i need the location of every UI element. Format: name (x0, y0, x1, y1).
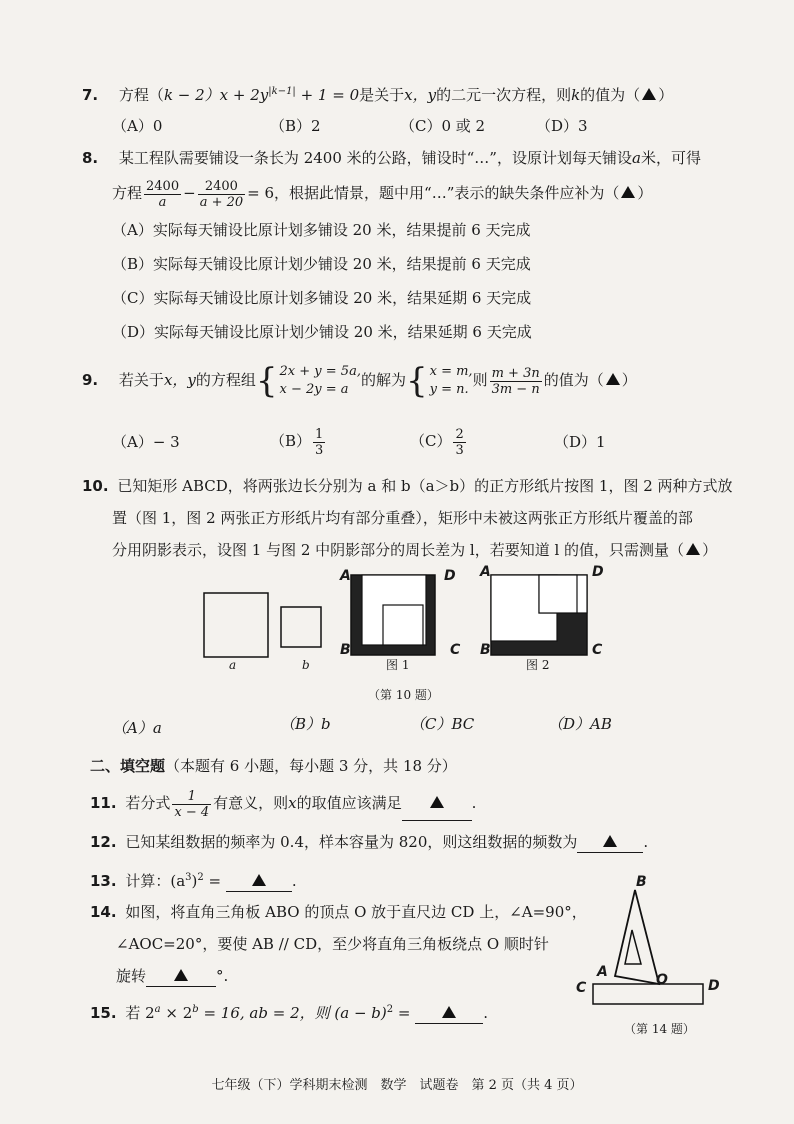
question-14-line1: 14. 如图，将直角三角板 ABO 的顶点 O 放于直尺边 CD 上，∠A=90°， (90, 903, 587, 921)
label-a: a (229, 658, 237, 672)
question-9: 9. 若关于x，y的方程组{ 2x + y = 5a, x − 2y = a 的解为{ x = m, y = n. 则 $\frac{m + 3n}{3m - n}$ 的值为（ ） (82, 361, 637, 401)
q15-answer-blank[interactable] (415, 1003, 483, 1024)
q10-option-a[interactable]: （A）a (112, 719, 162, 737)
fig2-label-C: C (592, 642, 603, 658)
fig1-label-C: C (450, 642, 461, 658)
q8-option-c[interactable]: （C）实际每天铺设比原计划多铺设 20 米，结果延期 6 天完成 (112, 289, 532, 307)
fig1-label-A: A (340, 568, 351, 584)
fraction-2400-over-a-plus-20: $\frac{2400}{a + 20}$ (199, 178, 244, 210)
q12-answer-blank[interactable] (577, 832, 643, 853)
q14-label-D: D (708, 978, 720, 994)
question-14-line3: 旋转 °. (116, 967, 229, 985)
square-a (204, 593, 268, 657)
q11-answer-blank[interactable] (402, 786, 472, 821)
question-13: 13. 计算：$(a^3)^2$ = . (90, 872, 297, 890)
answer-triangle-icon (430, 796, 444, 808)
q14-label-O: O (656, 972, 668, 988)
question-7: 7. 方程$(k - 2)x + 2y^{|k-1|} + 1 = 0$是关于x，y的二元一次方程，则k的值为（ ） (82, 86, 674, 104)
answer-triangle-icon (621, 186, 635, 198)
q8-option-b[interactable]: （B）实际每天铺设比原计划少铺设 20 米，结果提前 6 天完成 (112, 255, 531, 273)
fraction-1-over-x-minus-4: $\frac{1}{x - 4}$ (174, 788, 210, 820)
page-footer: 七年级（下）学科期末检测 数学 试题卷 第 2 页（共 4 页） (211, 1078, 583, 1093)
question-8-line1: 8. 某工程队需要铺设一条长为 2400 米的公路，铺设时“…”，设原计划每天铺设a米，可得 (82, 149, 701, 167)
q9-option-c[interactable]: （C） $\frac{2}{3}$ (410, 426, 464, 458)
q8-option-a[interactable]: （A）实际每天铺设比原计划多铺设 20 米，结果提前 6 天完成 (112, 221, 531, 239)
question-12: 12. 已知某组数据的频率为 0.4，样本容量为 820，则这组数据的频数为 . (90, 833, 649, 851)
figure-1 (351, 575, 435, 655)
answer-triangle-icon (642, 88, 656, 100)
answer-triangle-icon (174, 969, 188, 981)
fraction-m3n-over-3mn: $\frac{m + 3n}{3m - n}$ (491, 365, 540, 397)
question-15: 15. 若 $2^a \times 2^b = 16$, ab = 2，则 $(a - b)^2$ = . (90, 1004, 489, 1022)
answer-triangle-icon (442, 1006, 456, 1018)
answer-triangle-icon (252, 874, 266, 886)
q10-option-d[interactable]: （D）AB (548, 715, 612, 733)
q7-option-c[interactable]: （C）0 或 2 (400, 117, 486, 135)
q7-option-b[interactable]: （B）2 (270, 117, 321, 135)
q9-option-d[interactable]: （D）1 (554, 433, 606, 451)
q14-figure (585, 880, 715, 1010)
question-10-line2: 置（图 1，图 2 两张正方形纸片均有部分重叠），矩形中未被这两张正方形纸片覆盖的部 (112, 509, 693, 527)
q14-label-A: A (597, 964, 608, 980)
fig2-label-B: B (480, 642, 491, 658)
q10-option-b[interactable]: （B）b (280, 715, 331, 733)
label-b: b (302, 658, 310, 672)
fig1-label-D: D (444, 568, 456, 584)
question-11: 11. 若分式 $\frac{1}{x - 4}$ 有意义，则x的取值应该满足 . (90, 786, 476, 821)
question-10-line3: 分用阴影表示，设图 1 与图 2 中阴影部分的周长差为 l，若要知道 l 的值，只需测量（ ） (112, 541, 718, 559)
answer-triangle-icon (606, 373, 620, 385)
fig1-label-B: B (340, 642, 351, 658)
fig2-caption: 图 2 (526, 658, 550, 672)
q10-figure (195, 565, 625, 675)
answer-triangle-icon (603, 835, 617, 847)
question-10-line1: 10. 已知矩形 ABCD，将两张边长分别为 a 和 b（a＞b）的正方形纸片按图 1，图 2 两种方式放 (82, 477, 733, 495)
triangle-inner (625, 930, 641, 964)
answer-triangle-icon (686, 543, 700, 555)
q7-option-a[interactable]: （A）0 (112, 117, 163, 135)
equation-system-2: x = m, y = n. (429, 364, 473, 397)
q8-option-d[interactable]: （D）实际每天铺设比原计划少铺设 20 米，结果延期 6 天完成 (112, 323, 532, 341)
q9-option-b[interactable]: （B） $\frac{1}{3}$ (270, 426, 324, 458)
fig2-label-A: A (480, 564, 491, 580)
figure-2 (491, 575, 587, 655)
q14-label-C: C (576, 980, 587, 996)
question-8-line2: 方程 $\frac{2400}{a}$ − $\frac{2400}{a + 20}$ = 6，根据此情景，题中用“…”表示的缺失条件应补为（ ） (112, 178, 653, 210)
fraction-2400-over-a: $\frac{2400}{a}$ (146, 178, 180, 210)
square-b (281, 607, 321, 647)
question-14-line2: ∠AOC=20°，要使 AB // CD，至少将直角三角板绕点 O 顺时针 (116, 935, 549, 953)
q14-label-B: B (636, 874, 647, 890)
ruler (593, 984, 703, 1004)
q14-caption: （第 14 题） (624, 1022, 695, 1036)
triangle-abo (615, 890, 659, 984)
q9-option-a[interactable]: （A）− 3 (112, 433, 180, 451)
q14-answer-blank[interactable] (146, 966, 216, 987)
q7-option-d[interactable]: （D）3 (536, 117, 588, 135)
q13-answer-blank[interactable] (226, 871, 292, 892)
fig1-caption: 图 1 (386, 658, 410, 672)
q10-caption: （第 10 题） (368, 688, 439, 702)
fig2-label-D: D (592, 564, 604, 580)
equation-system-1: 2x + y = 5a, x − 2y = a (279, 364, 361, 397)
section-2-header: 二、填空题（本题有 6 小题，每小题 3 分，共 18 分） (90, 757, 457, 775)
q10-option-c[interactable]: （C）BC (410, 715, 475, 733)
